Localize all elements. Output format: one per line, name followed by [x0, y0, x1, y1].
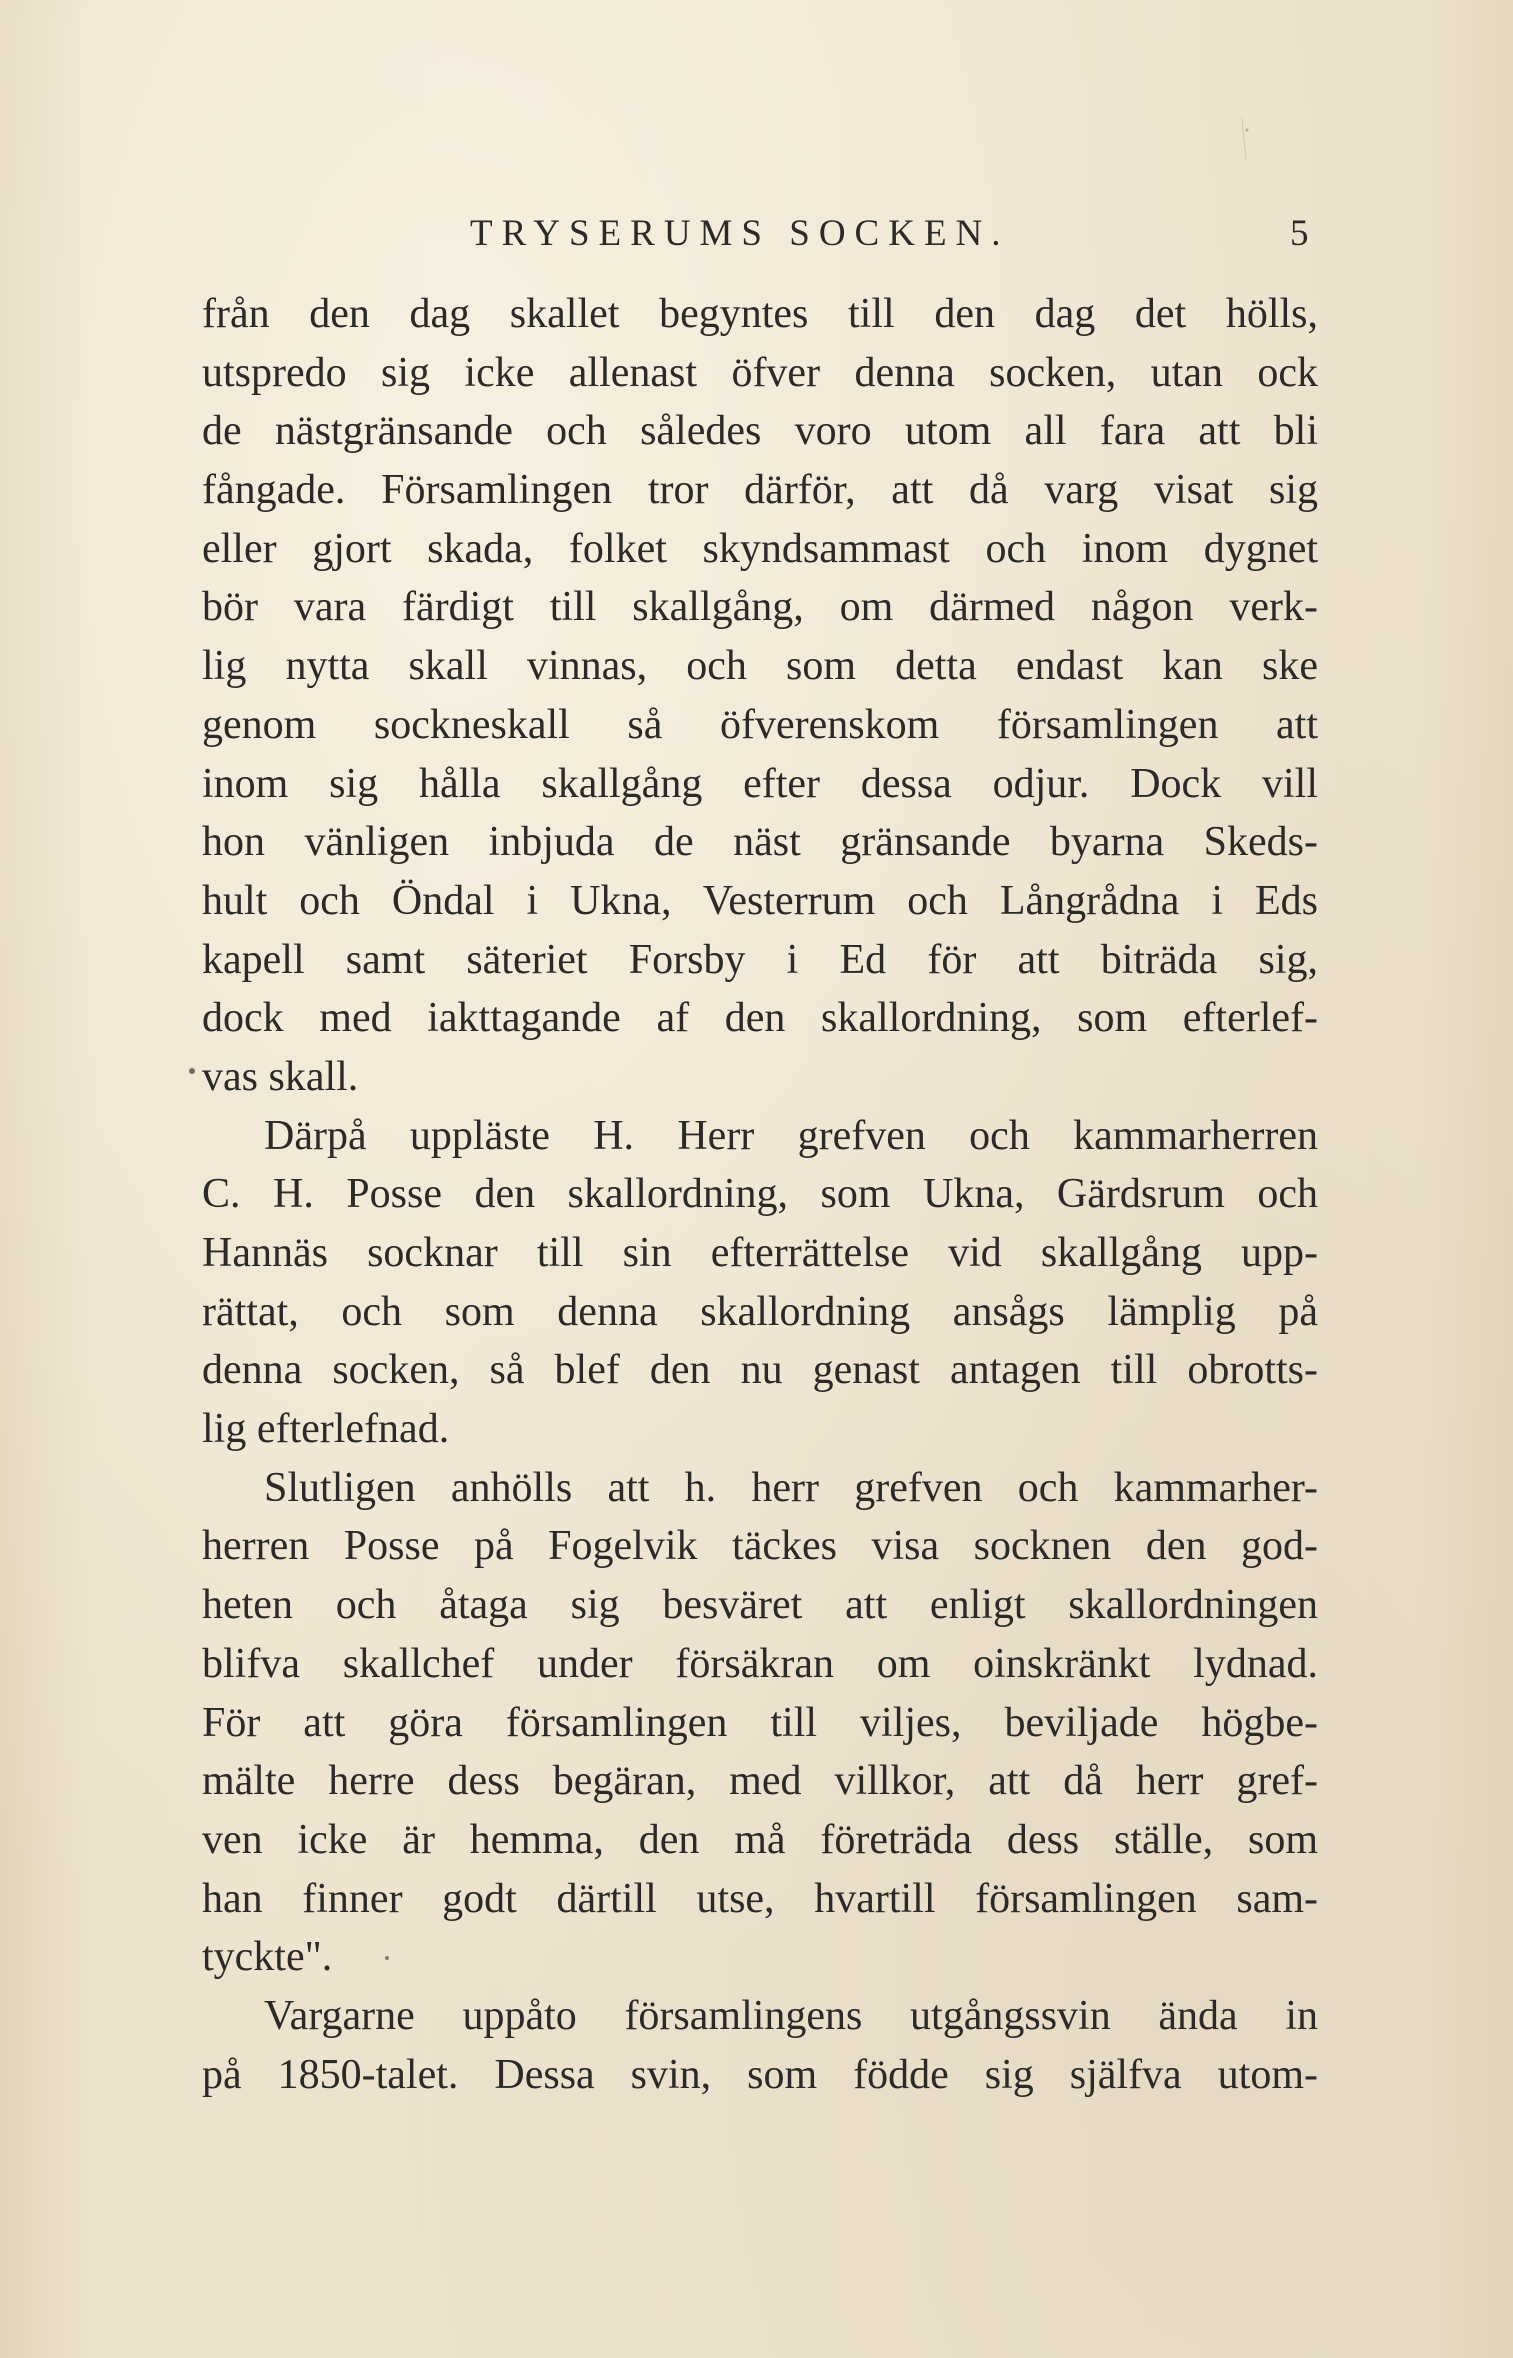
text-line: lig nytta skall vinnas, och som detta endast kan ske [202, 643, 1318, 690]
text-line: fångade. Församlingen tror därför, att då varg visat sig [202, 467, 1318, 514]
text-line: dock med iakttagande af den skallordning, som efterlef- [202, 995, 1318, 1042]
running-head [0, 206, 1513, 262]
page-number: 5 [1290, 213, 1309, 254]
ink-speck [1246, 129, 1249, 132]
text-line: C. H. Posse den skallordning, som Ukna, Gärdsrum och [202, 1171, 1318, 1218]
text-line: kapell samt säteriet Forsby i Ed för att biträda sig, [202, 936, 1318, 983]
running-title: TRYSERUMS SOCKEN. [470, 213, 1010, 254]
text-line: inom sig hålla skallgång efter dessa odjur. Dock vill [202, 760, 1318, 807]
text-line: mälte herre dess begäran, med villkor, att då herr gref- [202, 1758, 1318, 1805]
ink-speck [189, 1068, 195, 1074]
text-line: utspredo sig icke allenast öfver denna socken, utan ock [202, 349, 1318, 396]
text-line: rättat, och som denna skallordning ansågs lämplig på [202, 1288, 1318, 1335]
text-line: Därpå uppläste H. Herr grefven och kammarherren [264, 1112, 1318, 1159]
text-line: eller gjort skada, folket skyndsammast och inom dygnet [202, 525, 1318, 572]
text-line: på 1850-talet. Dessa svin, som födde sig själfva utom- [202, 2051, 1318, 2098]
text-line: hon vänligen inbjuda de näst gränsande byarna Skeds- [202, 819, 1318, 866]
text-line: tyckte". [202, 1934, 333, 1981]
text-line: genom sockneskall så öfverenskom församlingen att [202, 701, 1318, 748]
text-line: herren Posse på Fogelvik täckes visa socknen den god- [202, 1523, 1318, 1570]
text-line: Slutligen anhölls att h. herr grefven och kammarher- [264, 1464, 1318, 1511]
text-line: Hannäs socknar till sin efterrättelse vid skallgång upp- [202, 1230, 1318, 1276]
body-text [202, 285, 1318, 2104]
text-line: från den dag skallet begyntes till den dag det hölls, [202, 291, 1318, 337]
text-line: Vargarne uppåto församlingens utgångssvin ända in [264, 1992, 1318, 2039]
paper-crease [1242, 118, 1246, 160]
text-line: hult och Öndal i Ukna, Vesterrum och Långrådna i Eds [202, 877, 1318, 924]
text-line: För att göra församlingen till viljes, beviljade högbe- [202, 1699, 1318, 1746]
text-line: han finner godt därtill utse, hvartill församlingen sam- [202, 1875, 1318, 1922]
text-line: vas skall. [202, 1053, 359, 1100]
text-line: denna socken, så blef den nu genast antagen till obrotts- [202, 1347, 1318, 1394]
text-line: bör vara färdigt till skallgång, om därmed någon verk- [202, 584, 1318, 631]
text-line: lig efterlefnad. [202, 1406, 450, 1453]
text-line: de nästgränsande och således voro utom all fara att bli [202, 408, 1318, 455]
text-line: heten och åtaga sig besväret att enligt skallordningen [202, 1582, 1318, 1629]
text-line: ven icke är hemma, den må företräda dess ställe, som [202, 1816, 1318, 1863]
text-line: blifva skallchef under försäkran om oinskränkt lydnad. [202, 1640, 1318, 1687]
